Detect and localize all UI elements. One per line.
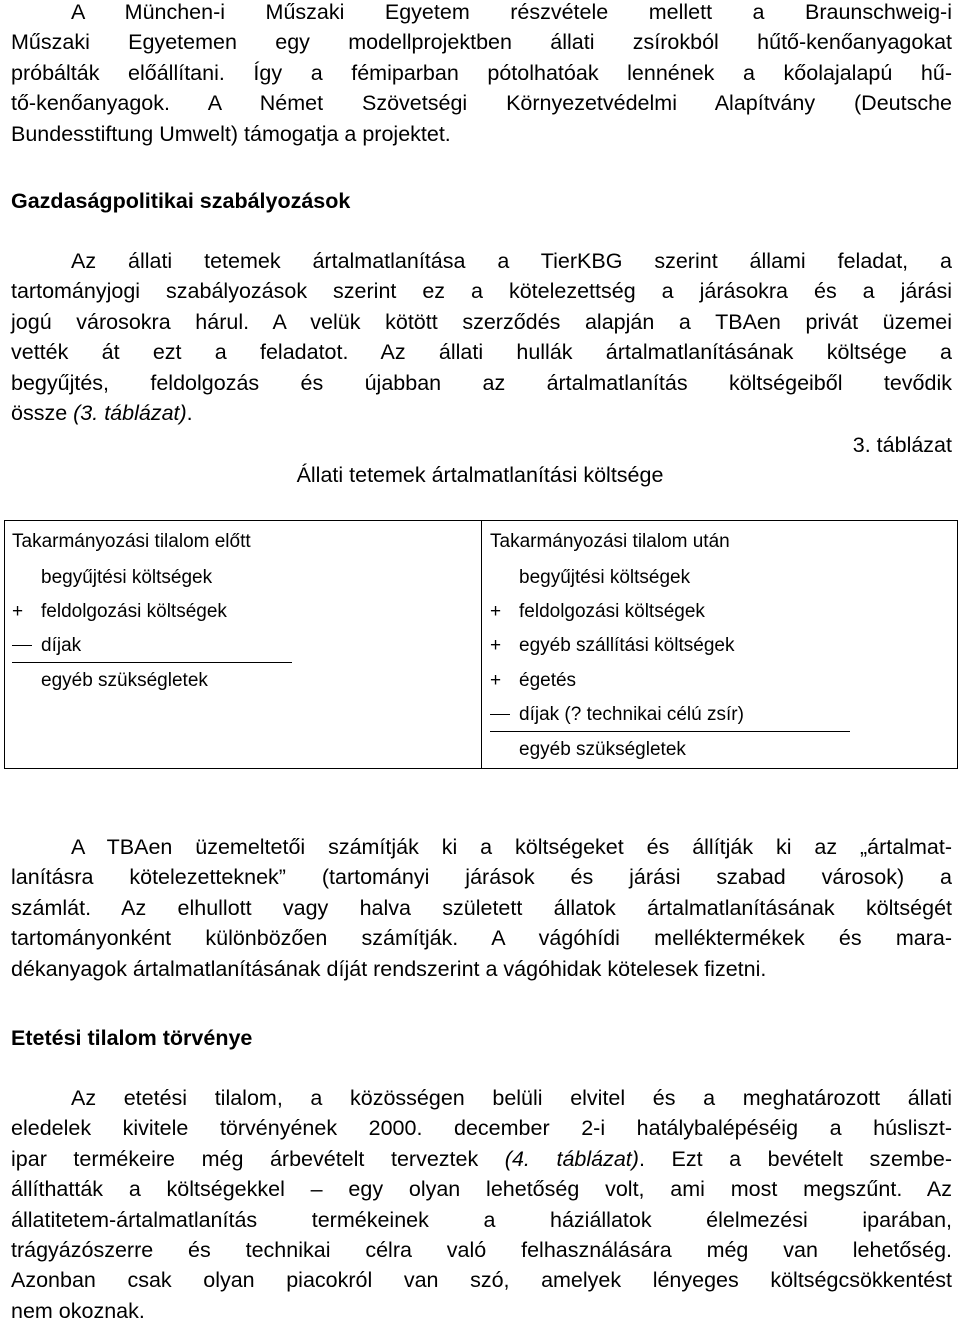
text: ipar termékeire még árbevételt terveztek [11,1146,505,1171]
row-text: feldolgozási költségek [41,601,227,622]
section-heading: Etetési tilalom törvénye [11,1026,253,1050]
sum-rule [490,731,850,732]
text-line: Műszaki Egyetemen egy modellprojektben állati zsírokból hűtő-kenőanyagokat [11,30,952,55]
row-symbol: + [490,601,502,622]
row-text: egyéb szükségletek [519,739,686,760]
paragraph-2 [11,832,952,984]
row-text: begyűjtési költségek [41,567,213,588]
intro-paragraph [11,0,952,149]
text-line: nem okoznak. [11,1298,145,1323]
text: . Ezt a bevételt szembe- [638,1146,953,1171]
table-reference: (3. táblázat) [73,401,187,426]
row-text: feldolgozási költségek [519,601,705,622]
section2-paragraph [11,1083,952,1326]
text-line: dékanyagok ártalmatlanításának díját rendszerint a vágóhidak kötelesek fizetni. [11,956,767,981]
column-header: Takarmányozási tilalom után [490,531,730,552]
text-line: lanításra kötelezetteknek” (tartományi járások és járási szabad városok) a [11,865,952,890]
text-line: Bundesstiftung Umwelt) támogatja a projektet. [11,121,451,146]
text-line: tartományonként különbözően számítják. A vágóhídi melléktermékek és mara- [11,926,952,951]
text-line: próbálták előállítani. Így a fémiparban pótolhatóak lennének a kőolajalapú hű- [11,60,952,85]
row-text: begyűjtési költségek [519,567,691,588]
text-line: eledelek kivitele törvényének 2000. december 2-i hatálybalépéséig a húsliszt- [11,1116,952,1141]
text-line: számlát. Az elhullott vagy halva született állatok ártalmatlanításának költségét [11,895,952,920]
minus-symbol [490,704,510,726]
row-text: díjak (? technikai célú zsír) [519,704,744,725]
text-line: állíthatták a költségekkel – egy olyan lehetőség volt, ami most megszűnt. Az [11,1177,952,1202]
text-line: Az állati tetemek ártalmatlanítása a TierKBG szerint állami feladat, a [71,249,952,273]
table-number: 3. táblázat [852,433,952,457]
text: össze [11,401,74,426]
row-text: díjak [41,635,82,656]
row-symbol: + [12,601,24,622]
cost-table [4,520,958,769]
text-line: tő-kenőanyagok. A Német Szövetségi Környezetvédelmi Alapítvány (Deutsche [11,91,952,116]
text-line [11,398,952,428]
table-reference: (4. táblázat) [504,1146,639,1171]
text-line: vették át ezt a feladatot. Az állati hullák ártalmatlanításának költsége a [11,340,952,365]
text-line: begyűjtés, feldolgozás és újabban az ártalmatlanítás költségeiből tevődik [11,370,952,395]
text-line: Az etetési tilalom, a közösségen belüli elvitel és a meghatározott állati [71,1086,952,1110]
text-line: A TBAen üzemeltetői számítják ki a költségeket és állítják ki az „ártalmat- [71,835,952,859]
minus-symbol [12,635,32,657]
sum-rule [12,662,292,663]
row-text: egyéb szállítási költségek [519,635,735,656]
text-line: jogú városokra hárul. A velük kötött szerződés alapján a TBAen privát üzemei [11,309,952,334]
text-line: A München-i Műszaki Egyetem részvétele mellett a Braunschweig-i [71,0,952,24]
row-symbol: + [490,635,502,656]
column-header: Takarmányozási tilalom előtt [12,531,251,552]
text-line: tartományjogi szabályozások szerint ez a kötelezettség a járásokra és a járási [11,279,952,304]
section-heading: Gazdaságpolitikai szabályozások [11,189,351,213]
text-line: Azonban csak olyan piacokról van szó, amelyek lényeges költségcsökkentést [11,1268,952,1293]
text-line: állatitetem-ártalmatlanítás termékeinek a háziállatok élelmezési iparában, [11,1207,952,1232]
section1-paragraph [11,246,952,428]
text: . [186,401,193,426]
table-title: Állati tetemek ártalmatlanítási költsége [296,463,664,487]
row-symbol: + [490,670,502,691]
text-line: trágyázószerre és technikai célra való felhasználására még van lehetőség. [11,1238,952,1263]
row-text: égetés [519,670,577,691]
column-divider [481,521,482,768]
row-text: egyéb szükségletek [41,670,208,691]
text-line [11,1144,952,1174]
